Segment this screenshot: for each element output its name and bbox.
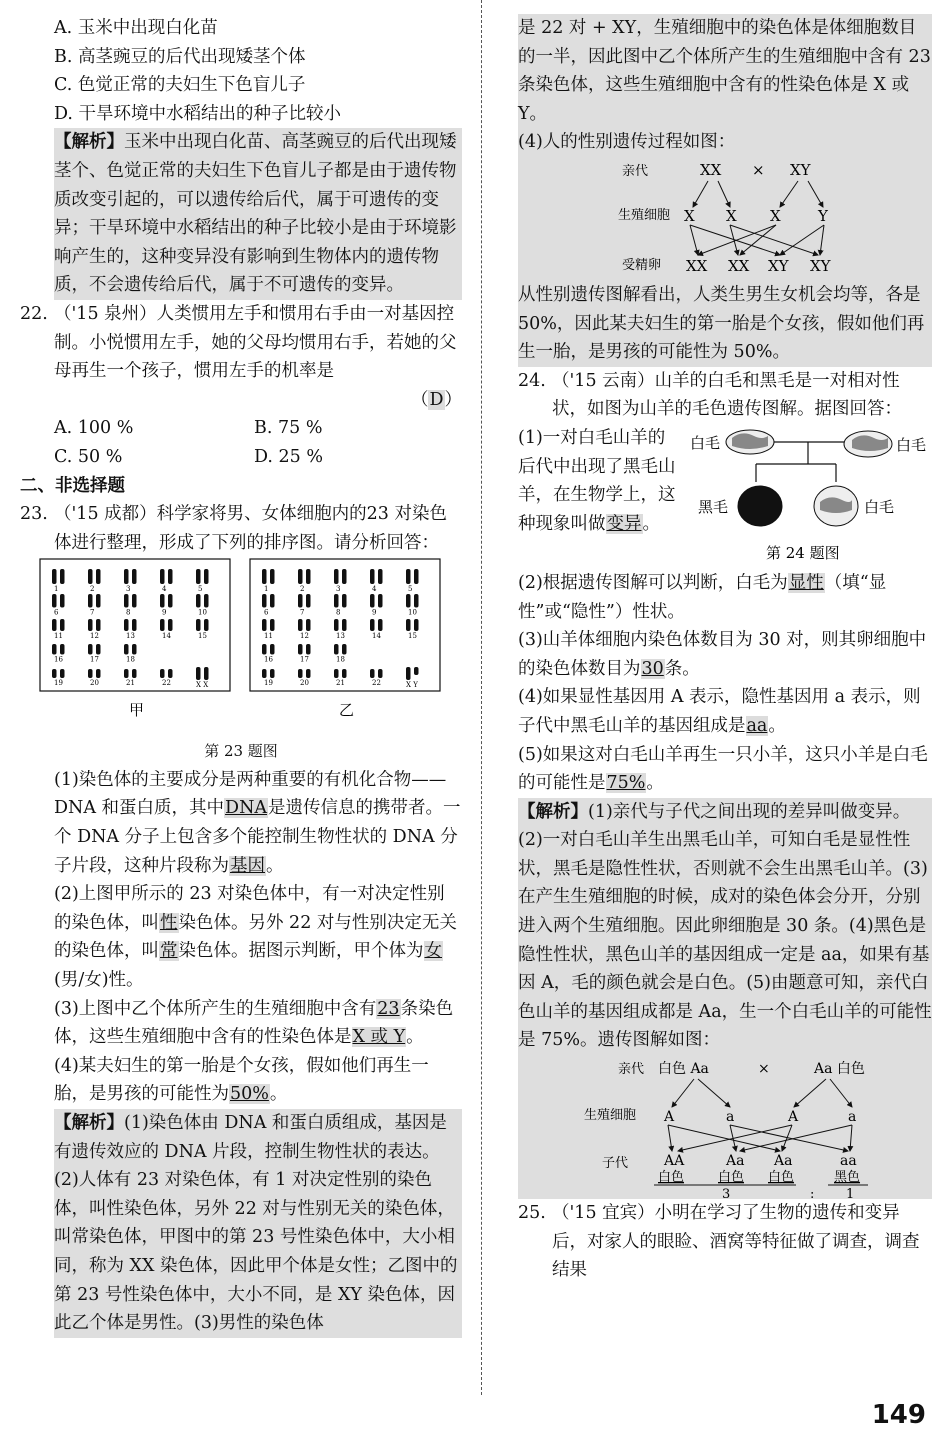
chromosome-pair [370,569,383,584]
text: (4)某夫妇生的第一胎是个女孩，假如他们再生一胎，是男孩的可能性为 [54,1055,429,1105]
gamete: X [770,206,781,225]
text: (5)如果这对白毛山羊再生一只小羊，这只小羊是白毛的可能性是 [518,744,928,794]
karyotype-svg [38,557,458,737]
q21-option-b: B. 高茎豌豆的后代出现矮茎个体 [54,46,306,67]
q23-analysis-part4: (4)人的性别遗传过程如图： [518,128,932,157]
analysis-text: 玉米中出现白化苗、高茎豌豆的后代出现矮茎个、色觉正常的夫妇生下色盲儿子都是由于遗传物质改变引起的，可以遗传给后代，属于可遗传的变异；干旱环境中水稻结出的种子比较小是由于环境影响产生的，这种变异没有影响到生物体内的遗传物质，不会遗传给后代，属于不可遗传的变异。 [54,132,457,296]
chromosome-pair [406,569,419,584]
paren-open: （ [410,389,429,410]
text: 是遗传信息的携带者。一个 DNA 分子上包含多个能控制生物性状的 DNA 分子片段，这种片段称为 [54,798,461,876]
chromosome-pair [52,594,65,608]
q23-part1 [48,766,462,880]
chromosome-pair [334,644,347,655]
q24-part4 [518,683,932,740]
chromosome-pair [88,569,101,584]
analysis-text: (1)亲代与子代之间出现的差异叫做变异。(2)一对白毛山羊生出黑毛山羊，可知白毛是显性性状，黑毛是隐性性状，否则就不会生出黑毛山羊。(3)在产生生殖细胞的时候，成对的染色体会分开，分别进入两个生殖细胞。因此卵细胞是 30 条。(4)黑色是隐性性状，黑色山羊的基因组成一定是 aa，如果有基因 A，毛的颜色就会是白色。(5)由题意可知，亲代白色山羊的基因组成都是 Aa，生一个白毛山羊的可能性是 75%。遗传图解如图： [518,801,932,1051]
ratio-recessive: 1 [846,1187,855,1200]
answer-blank: DNA [225,798,268,819]
zygote: XY [768,256,789,275]
q23-part3 [48,995,462,1052]
offspring-genotype: Aa [726,1153,745,1170]
chromosome-number: 10 [408,608,417,617]
left-column [20,14,462,1338]
chromosome-number: 17 [300,655,309,664]
q21-analysis [54,128,462,300]
answer-blank: 23 [377,998,400,1019]
gamete: X [684,206,695,225]
q22-option-b: B. 75 % [254,418,323,439]
answer-blank: 常 [160,941,178,962]
chromosome-pair [298,569,311,584]
q24-part2 [518,569,932,626]
goat-genetics-svg [518,1055,932,1199]
chromosome-pair [124,569,137,584]
q24-part1-block [518,424,932,569]
chromosome-pair [298,594,311,608]
paren-close: ） [444,389,462,410]
parent-left: 白色 Aa [658,1061,709,1078]
chromosome-number: 9 [372,608,377,617]
row-label-zygote: 受精卵 [622,257,662,273]
text: 。 [406,1027,424,1048]
black-goat-icon [738,486,782,526]
offspring-phenotype: 黑色 [834,1170,861,1186]
gamete: X [726,206,737,225]
chromosome-number: 4 [162,585,167,594]
chromosome-pair [52,669,65,678]
gamete: a [726,1109,735,1126]
chromosome-number: 15 [198,632,207,641]
gamete: a [848,1109,857,1126]
chromosome-pair [334,594,347,608]
chromosome-number: 22 [372,679,381,688]
text: (4)如果显性基因用 A 表示，隐性基因用 a 表示，则子代中黑毛山羊的基因组成是 [518,687,921,736]
analysis-label: 【解析】 [54,132,124,153]
sex-chromosome-label: X X [196,681,209,690]
chromosome-pair [160,569,173,584]
text: (2)根据遗传图解可以判断，白毛为 [518,572,788,593]
chromosome-number: 1 [54,585,59,594]
chromosome-number: 8 [126,608,131,617]
question-text: （'15 云南）山羊的白毛和黑毛是一对相对性状，如图为山羊的毛色遗传图解。据图回答： [552,370,902,420]
question-number: 25. [518,1203,546,1224]
analysis-label: 【解析】 [54,1113,124,1133]
goat-label-parent-right: 白毛 [896,435,927,454]
answer-blank: 75% [606,773,646,794]
q25-stem [484,1199,932,1285]
chromosome-number: 21 [126,679,135,688]
chromosome-number: 6 [54,608,59,617]
chromosome-pair [298,669,311,678]
chromosome-pair [52,619,65,631]
question-number: 24. [518,370,546,391]
right-column [518,14,932,1285]
sex-chromosomes [196,667,209,680]
answer-blank: aa [746,715,768,736]
chromosome-number: 12 [300,632,309,641]
text: (3)山羊体细胞内染色体数目为 30 对，则其卵细胞中的染色体数目为 [518,630,927,679]
chromosome-number: 2 [300,585,305,594]
panel-label: 甲 [129,701,145,720]
text: 染色体。据图示判断，甲个体为 [178,941,424,962]
zygote: XX [728,256,750,275]
chromosome-number: 7 [300,608,305,617]
goat-label-child-black: 黑毛 [698,497,729,516]
chromosome-number: 20 [90,679,99,688]
answer-blank: 50% [230,1084,269,1105]
zygote: XY [810,256,831,275]
chromosome-pair [406,594,419,608]
chromosome-pair [88,619,101,631]
answer-blank: 性 [160,912,178,933]
chromosome-number: 1 [264,585,269,594]
q23-stem [20,500,462,557]
answer-blank: 女 [424,941,442,962]
chromosome-pair [196,569,209,584]
chromosome-pair [124,644,137,655]
ratio-dominant: 3 [722,1187,731,1200]
goat-label-child-white: 白毛 [864,497,895,516]
text: (3)上图中乙个体所产生的生殖细胞中含有 [54,998,377,1019]
chromosome-pair [334,619,347,631]
cross-symbol: × [752,160,765,179]
chromosome-pair [262,569,275,584]
chromosome-number: 2 [90,585,95,594]
q23-analysis [54,1109,462,1338]
chromosome-pair [262,669,275,678]
chromosome-number: 3 [126,585,131,594]
q21-option-a: A. 玉米中出现白化苗 [54,18,218,38]
text: 染色体。另外 22 对与性别决定无关的染色体，叫 [54,912,457,962]
row-label-gamete: 生殖细胞 [618,207,671,223]
chromosome-pair [262,619,275,631]
goat-figure [686,424,936,564]
page-number: 149 [871,1400,926,1430]
chromosome-number: 13 [336,632,345,641]
chromosome-number: 6 [264,608,269,617]
chromosome-number: 11 [54,632,63,641]
cross-symbol: × [758,1061,770,1078]
chromosome-number: 15 [408,632,417,641]
row-label-offspring: 子代 [602,1156,629,1172]
chromosome-number: 9 [162,608,167,617]
row-label-gamete: 生殖细胞 [584,1108,637,1124]
karyotype-figure [38,557,462,737]
chromosome-pair [124,619,137,631]
question-text: （'15 成都）科学家将男、女体细胞内的23 对染色体进行整理，形成了下列的排序图。请分析回答： [54,504,447,553]
chromosome-number: 7 [90,608,95,617]
chromosome-pair [88,594,101,608]
chromosome-pair [124,594,137,608]
chromosome-pair [406,619,419,631]
q22-option-a: A. 100 % [54,418,134,439]
chromosome-pair [334,569,347,584]
chromosome-number: 16 [264,655,273,664]
answer-value: D [429,389,444,410]
chromosome-number: 14 [162,632,171,641]
row-label-parent: 亲代 [622,163,649,179]
chromosome-number: 18 [126,655,135,664]
parent-right: Aa 白色 [814,1061,865,1078]
q22-stem [20,300,462,386]
offspring-genotype: Aa [774,1153,793,1170]
parent-father: XY [790,160,811,179]
sex-inheritance-diagram [518,157,932,281]
chromosome-number: 18 [336,655,345,664]
answer-blank: X 或 Y [352,1027,406,1048]
chromosome-pair [370,619,383,631]
question-number: 22. [20,303,48,324]
q22-answer [20,386,462,415]
chromosome-pair [160,594,173,608]
q24-part3 [518,626,932,683]
chromosome-pair [88,644,101,655]
chromosome-number: 12 [90,632,99,641]
gamete: Y [818,206,828,225]
chromosome-number: 11 [264,632,273,641]
q22-option-d: D. 25 % [254,446,323,467]
chromosome-pair [196,594,209,608]
answer-blank: 30 [641,658,664,679]
q24-figure-caption: 第 24 题图 [766,543,840,562]
q23-part2 [48,880,462,994]
offspring-phenotype: 白色 [658,1170,685,1186]
chromosome-pair [370,669,383,678]
chromosome-pair [196,619,209,631]
chromosome-pair [88,669,101,678]
chromosome-pair [124,669,137,678]
ratio-colon: : [810,1187,815,1200]
text: 。 [768,715,786,736]
chromosome-pair [262,594,275,608]
chromosome-number: 17 [90,655,99,664]
answer-blank: 变异 [606,513,642,534]
chromosome-number: 16 [54,655,63,664]
question-text: （'15 泉州）人类惯用左手和惯用右手由一对基因控制。小悦惯用左手，她的父母均惯用右手，若她的父母再生一个孩子，惯用左手的机率是 [54,303,457,382]
q23-figure-caption: 第 23 题图 [204,742,278,761]
panel-label: 乙 [339,701,355,720]
q24-analysis [518,798,932,1055]
offspring-phenotype: 白色 [768,1170,795,1186]
column-divider [481,0,482,1395]
sex-chromosome-label: X Y [406,681,418,690]
analysis-label: 【解析】 [518,801,588,822]
question-text: （'15 宜宾）小明在学习了生物的遗传和变异后，对家人的眼睑、酒窝等特征做了调查，调查结果 [552,1203,920,1281]
offspring-phenotype: 白色 [718,1170,745,1186]
sex-diagram-svg [518,157,932,281]
answer-blank: 基因 [230,855,265,876]
q21-option-d: D. 干旱环境中水稻结出的种子比较小 [54,103,342,124]
text: 。 [266,855,284,876]
q24-part1 [518,424,678,538]
text: 。 [646,773,664,794]
chromosome-pair [262,644,275,655]
chromosome-pair [370,594,383,608]
chromosome-number: 10 [198,608,207,617]
gamete: A [664,1109,675,1126]
zygote: XX [686,256,708,275]
text: (男/女)性。 [54,970,144,991]
chromosome-pair [52,569,65,584]
chromosome-pair [160,669,173,678]
question-number: 23. [20,504,48,525]
chromosome-pair [334,669,347,678]
chromosome-pair [52,644,65,655]
text: 。 [642,513,660,534]
q23-analysis-end: 从性别遗传图解看出，人类生男生女机会均等，各是 50%，因此某夫妇生的第一胎是个女孩，假如他们再生一胎，是男孩的可能性为 50%。 [518,281,932,367]
chromosome-number: 13 [126,632,135,641]
row-label-parent: 亲代 [618,1062,645,1078]
q21-option-c: C. 色觉正常的夫妇生下色盲儿子 [54,75,306,96]
chromosome-number: 14 [372,632,381,641]
gamete: A [788,1109,799,1126]
goat-label-parent-left: 白毛 [690,433,721,452]
chromosome-number: 4 [372,585,377,594]
q23-part4 [48,1052,462,1109]
chromosome-number: 8 [336,608,341,617]
chromosome-pair [298,619,311,631]
answer-blank: 显性 [788,572,824,593]
chromosome-number: 5 [408,585,413,594]
chromosome-number: 5 [198,585,203,594]
chromosome-number: 22 [162,679,171,688]
section-heading: 二、非选择题 [20,475,125,496]
chromosome-number: 3 [336,585,341,594]
q24-part5 [518,741,932,798]
q22-options-row1 [20,414,462,443]
offspring-genotype: aa [840,1153,857,1170]
chromosome-number: 19 [54,679,63,688]
chromosome-number: 20 [300,679,309,688]
text: (2)上图甲所示的 23 对染色体中，有一对决定性别的染色体，叫 [54,884,445,933]
q24-stem [484,367,932,424]
text: (1)染色体的主要成分是两种重要的有机化合物——DNA 和蛋白质，其中 [54,769,447,819]
chromosome-number: 19 [264,679,273,688]
text: 条染色体，这些生殖细胞中含有的性染色体是 [54,998,454,1048]
text: (1)一对白毛山羊的后代中出现了黑毛山羊，在生物学上，这种现象叫做 [518,427,676,534]
goat-genetics-diagram [518,1055,932,1199]
offspring-genotype: AA [664,1153,685,1170]
chromosome-pair [160,619,173,631]
q22-option-c: C. 50 % [54,446,123,467]
parent-mother: XX [700,160,722,179]
chromosome-pair [298,644,311,655]
text: （填“显性”或“隐性”）性状。 [518,572,887,622]
q22-options-row2 [20,443,462,472]
q23-analysis-continued: 是 22 对 + XY，生殖细胞中的染色体是体细胞数目的一半，因此图中乙个体所产生的生殖细胞中含有 23 条染色体，这些生殖细胞中含有的性染色体是 X 或 Y。 [518,14,932,128]
text: 。 [269,1084,288,1105]
text: 条。 [664,658,700,679]
sex-chromosomes [406,667,419,680]
chromosome-number: 21 [336,679,345,688]
analysis-text: (1)染色体由 DNA 和蛋白质组成，基因是有遗传效应的 DNA 片段，控制生物性状的表达。(2)人体有 23 对染色体，有 1 对决定性别的染色体，叫性染色体，另外 22 对与性别无关的染色体，叫常染色体，甲图中的第 23 号性染色体中，大小相同，称为 XX 染色体，因此甲个体是女性；乙图中的第 23 号性染色体中，大小不同，是 XY 染色体，因此乙个体是男性。(3)男性的染色体 [54,1113,458,1334]
